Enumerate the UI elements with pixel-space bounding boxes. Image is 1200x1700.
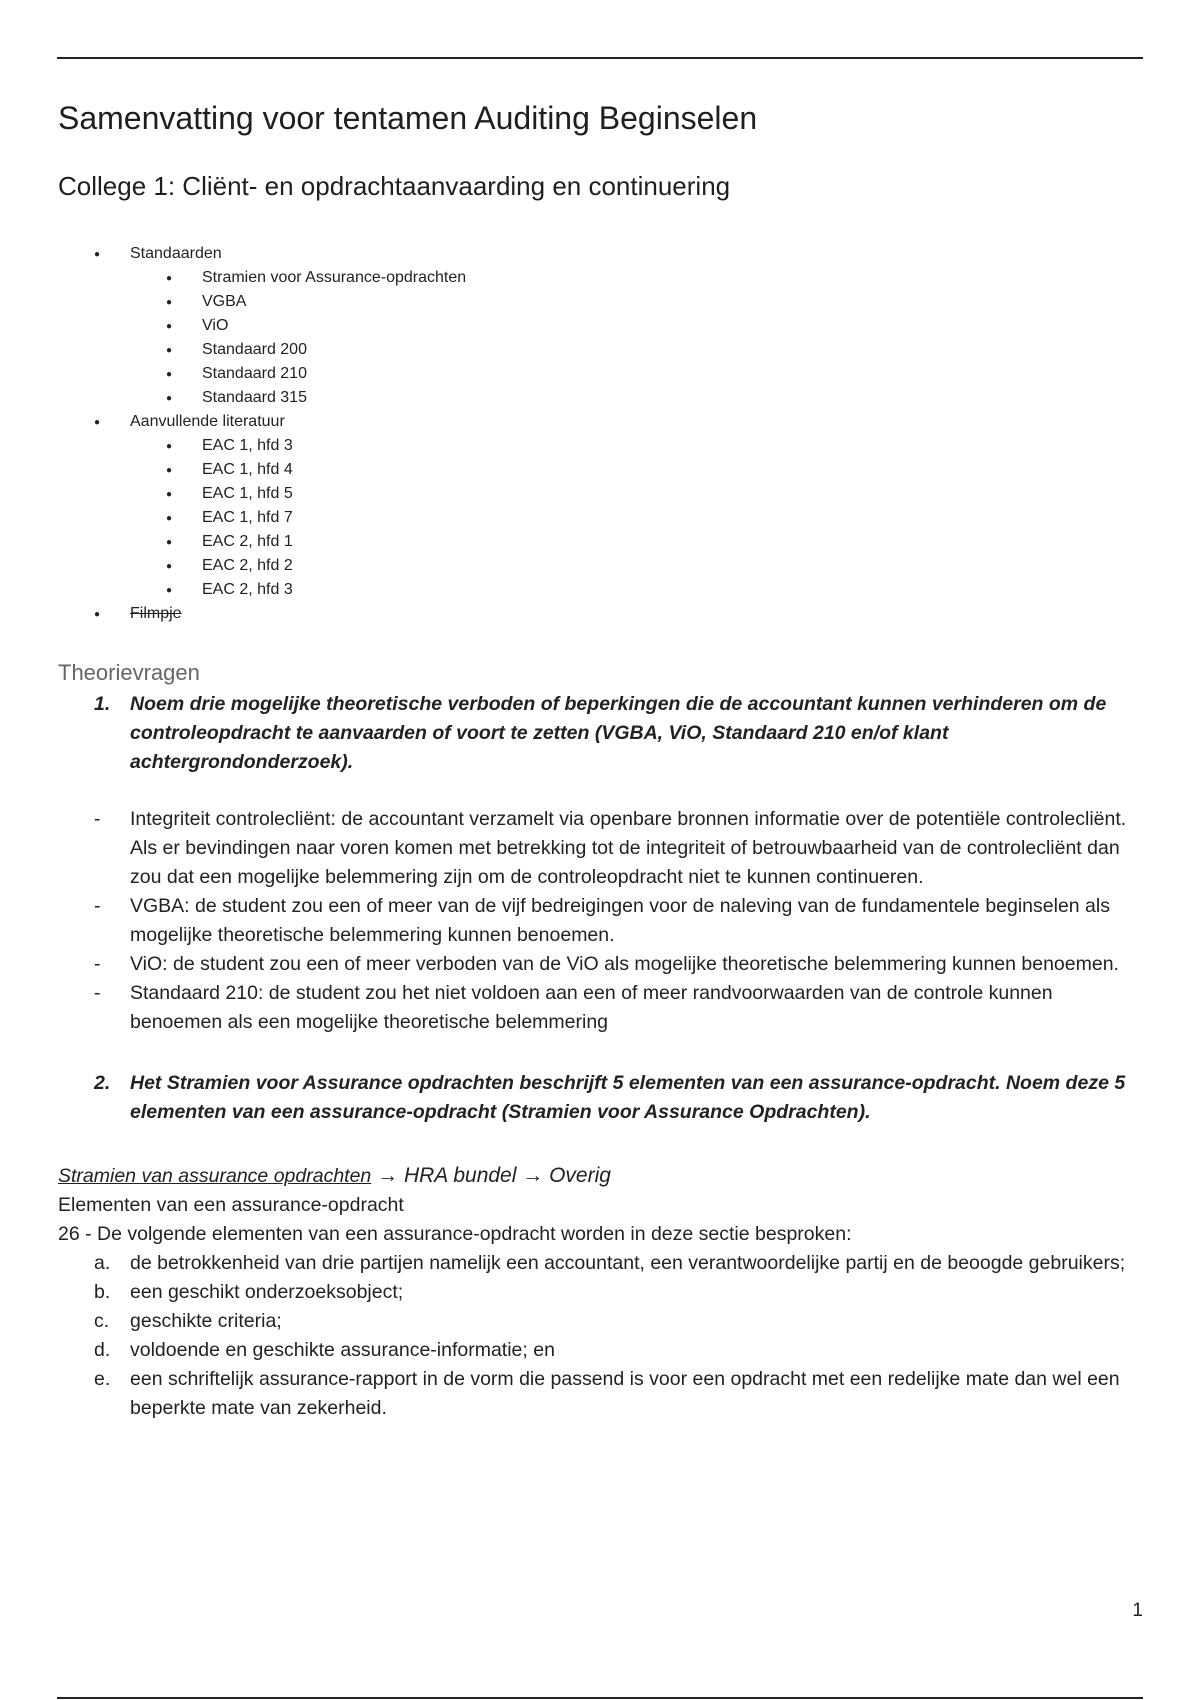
list-item: ● VGBA — [58, 290, 1143, 314]
list-item: ● Standaarden — [58, 242, 1143, 266]
list-item-struck — [58, 602, 1143, 626]
item-letter: d. — [94, 1339, 111, 1361]
item-letter: b. — [94, 1281, 111, 1303]
item-text: een geschikt onderzoeksobject; — [130, 1281, 404, 1303]
list-item: ● EAC 1, hfd 7 — [58, 506, 1143, 530]
list-item: - ViO: de student zou een of meer verboden van de ViO als mogelijke theoretische belemmering kunnen benoemen. — [58, 950, 1143, 979]
page-number: 1 — [1132, 1600, 1143, 1621]
question-text: Het Stramien voor Assurance opdrachten beschrijft 5 elementen van een assurance-opdracht. Noem deze 5 elementen van een assurance-opdracht (Stramien voor Assurance Opdrachten). — [130, 1072, 1126, 1123]
list-item: - Integriteit controlecliënt: de accountant verzamelt via openbare bronnen informatie over de potentiële controlecliënt. Als er bevindingen naar voren komen met betrekking tot de integriteit of betrouwbaarheid van de controlecliënt dan zou dat een mogelijke belemmering zijn om de controleopdracht niet te kunnen continueren. — [58, 805, 1143, 892]
item-letter: e. — [94, 1368, 111, 1390]
list-item: ● Aanvullende literatuur — [58, 410, 1143, 434]
list-item — [58, 1307, 1143, 1336]
item-text: een schriftelijk assurance-rapport in de vorm die passend is voor een opdracht met een redelijke mate dan wel een beperkte mate van zekerheid. — [130, 1368, 1120, 1419]
section-heading: Theorievragen — [58, 660, 200, 685]
elements-heading: Elementen van een assurance-opdracht — [58, 1194, 404, 1216]
list-item — [58, 1249, 1143, 1278]
list-item — [58, 1365, 1143, 1423]
question-number: 1. — [94, 693, 111, 715]
item-letter: c. — [94, 1310, 110, 1332]
list-item: ● EAC 1, hfd 5 — [58, 482, 1143, 506]
item-letter: a. — [94, 1252, 111, 1274]
list-item: ● EAC 2, hfd 2 — [58, 554, 1143, 578]
list-item: ● EAC 1, hfd 3 — [58, 434, 1143, 458]
top-rule — [57, 57, 1143, 59]
question-2 — [58, 1069, 1143, 1127]
struck-text: Filmpje — [130, 605, 182, 622]
question-number: 2. — [94, 1072, 111, 1094]
list-item: ● ViO — [58, 314, 1143, 338]
list-item: ● Standaard 200 — [58, 338, 1143, 362]
source-path: → HRA bundel → Overig — [371, 1164, 611, 1187]
college-title: College 1: Cliënt- en opdrachtaanvaarding en continuering — [58, 171, 731, 201]
question-text: Noem drie mogelijke theoretische verboden of beperkingen die de accountant kunnen verhinderen om de controleopdracht te aanvaarden of voort te zetten (VGBA, ViO, Standaard 210 en/of klant achtergrondonderzoek). — [130, 693, 1107, 773]
elements-list — [58, 1249, 1143, 1423]
elements-intro: 26 - De volgende elementen van een assurance-opdracht worden in deze sectie besproken: — [58, 1223, 852, 1245]
reading-list — [58, 242, 1143, 626]
item-text: geschikte criteria; — [130, 1310, 282, 1332]
list-item: ● EAC 2, hfd 3 — [58, 578, 1143, 602]
source-link[interactable]: Stramien van assurance opdrachten — [58, 1165, 372, 1187]
list-item: ● Standaard 210 — [58, 362, 1143, 386]
answer-list — [58, 805, 1143, 1037]
list-item: ● Stramien voor Assurance-opdrachten — [58, 266, 1143, 290]
list-item — [58, 1336, 1143, 1365]
question-1 — [58, 690, 1143, 777]
list-item: ● EAC 2, hfd 1 — [58, 530, 1143, 554]
source-reference — [58, 1161, 1143, 1191]
document-title: Samenvatting voor tentamen Auditing Beginselen — [58, 100, 758, 136]
bottom-rule — [57, 1697, 1143, 1699]
list-item: ● EAC 1, hfd 4 — [58, 458, 1143, 482]
list-item: ● Standaard 315 — [58, 386, 1143, 410]
list-item: - Standaard 210: de student zou het niet voldoen aan een of meer randvoorwaarden van de controle kunnen benoemen als een mogelijke theoretische belemmering — [58, 979, 1143, 1037]
item-text: de betrokkenheid van drie partijen namelijk een accountant, een verantwoordelijke partij en de beoogde gebruikers; — [130, 1252, 1126, 1274]
list-item — [58, 1278, 1143, 1307]
list-item: - VGBA: de student zou een of meer van de vijf bedreigingen voor de naleving van de fundamentele beginselen als mogelijke theoretische belemmering kunnen benoemen. — [58, 892, 1143, 950]
item-text: voldoende en geschikte assurance-informatie; en — [130, 1339, 555, 1361]
document-body — [58, 96, 1143, 1423]
